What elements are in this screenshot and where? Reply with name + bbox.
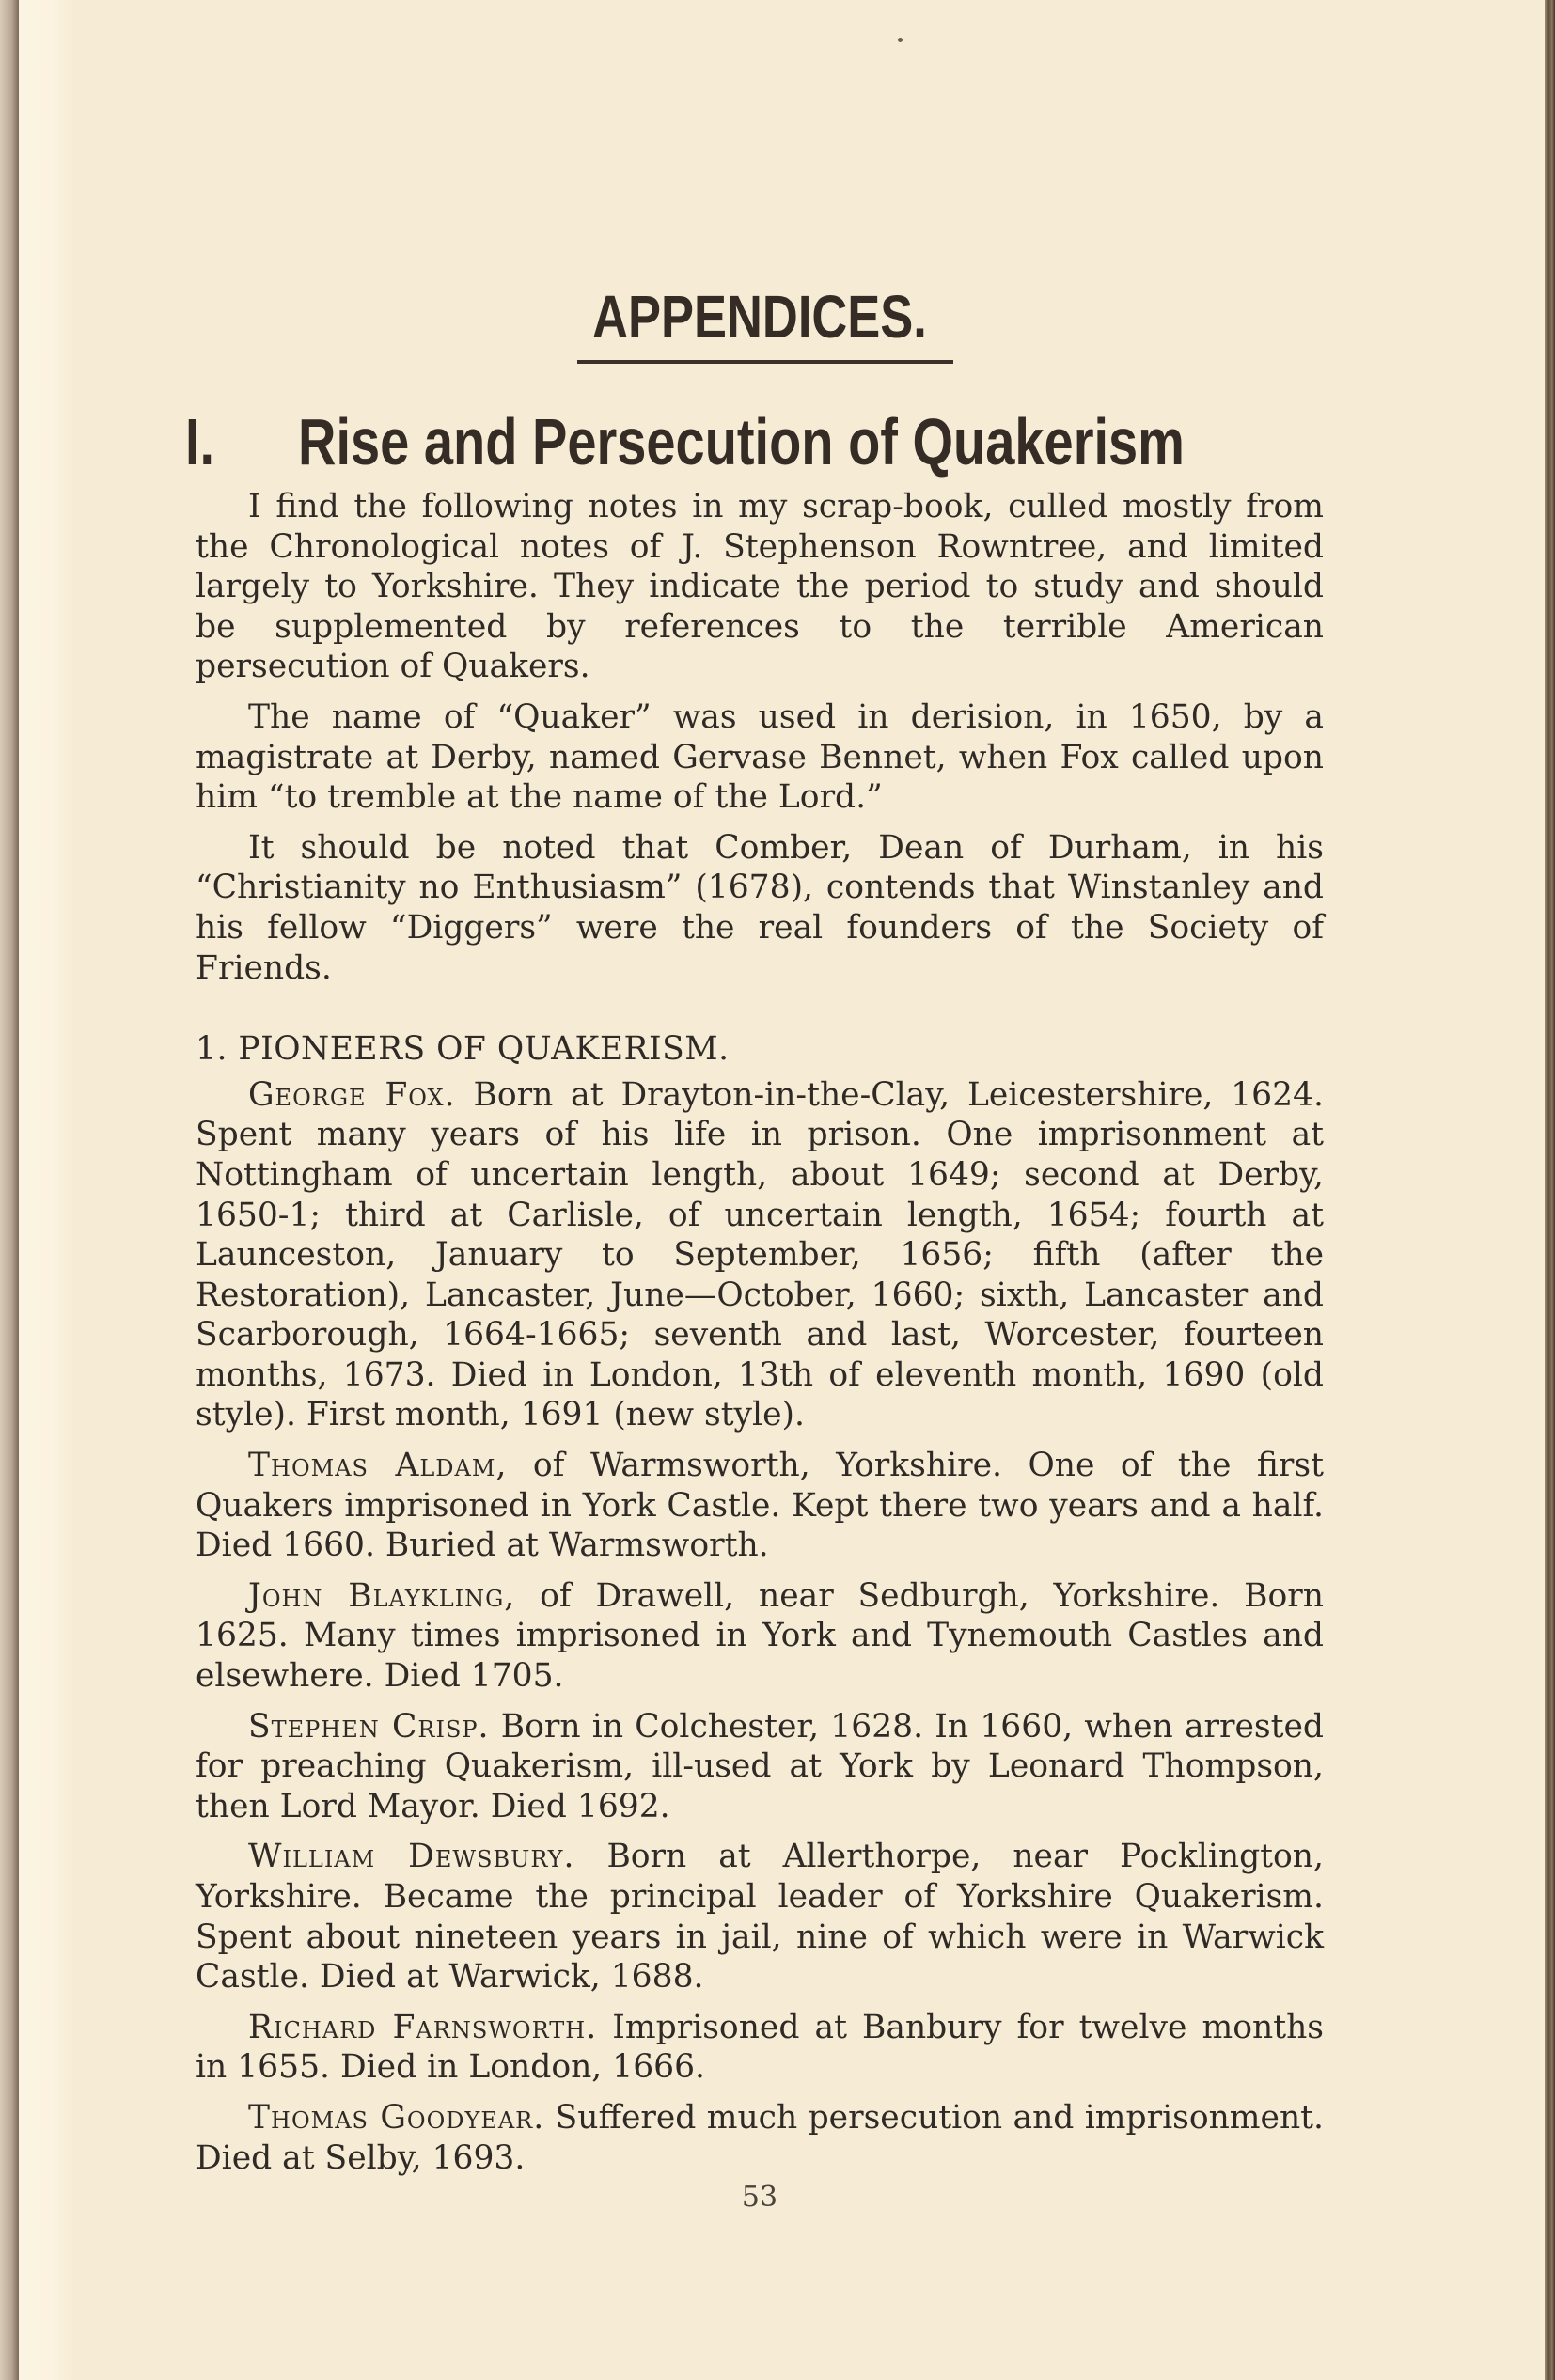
pioneer-name: Stephen Crisp. (248, 1707, 490, 1746)
title-underline (577, 360, 953, 364)
pioneer-name: John Blaykling, (248, 1576, 516, 1615)
pioneer-entry (196, 1446, 1324, 1566)
pioneer-entry (196, 2008, 1324, 2088)
intro-paragraph: The name of “Quaker” was used in derision, in 1650, by a magistrate at Derby, named Gervase Bennet, when Fox called upon him “to tremble at the name of the Lord.” (196, 697, 1324, 817)
body-text (196, 487, 1324, 2188)
page-number: 53 (741, 2181, 778, 2214)
pioneer-text: Born in Colchester, 1628. In 1660, when arrested for preaching Quakerism, ill-used at York by Leonard Thompson, then Lord Mayor. Died 1692. (196, 1707, 1324, 1825)
page-gutter-edge (0, 0, 19, 2380)
pioneer-entry (196, 2098, 1324, 2178)
main-title: APPENDICES. (592, 283, 927, 351)
pioneer-name: William Dewsbury. (248, 1838, 575, 1876)
pioneer-text: Born at Drayton-in-the-Clay, Leicestershire, 1624. Spent many years of his life in prison. One imprisonment at Nottingham of uncertain length, about 1649; second at Derby, 1650-1; third at Carlisle, of uncertain length, 1654; fourth at Launceston, January to September, 1656; fifth (after the Restoration), Lancaster, June—October, 1660; sixth, Lancaster and Scarborough, 1664-1665; seventh and last, Worcester, fourteen months, 1673. Died in London, 13th of eleventh month, 1690 (old style). First month, 1691 (new style). (196, 1075, 1324, 1434)
section-heading (185, 404, 1185, 479)
pioneer-entry (196, 1837, 1324, 1996)
pioneer-text: Suffered much persecution and imprisonment. Died at Selby, 1693. (196, 2098, 1324, 2177)
pioneer-text: Born at Allerthorpe, near Pocklington, Yorkshire. Became the principal leader of Yorkshire Quakerism. Spent about nineteen years in jail, nine of which were in Warwick Castle. Died at Warwick, 1688. (196, 1838, 1324, 1996)
pioneer-entry (196, 1707, 1324, 1827)
pioneer-entry (196, 1576, 1324, 1697)
pioneer-name: George Fox. (248, 1075, 456, 1114)
pioneer-text: of Warmsworth, Yorkshire. One of the first Quakers imprisoned in York Castle. Kept there two years and a half. Died 1660. Buried at Warmsworth. (196, 1447, 1324, 1565)
pioneer-name: Thomas Aldam, (248, 1447, 508, 1485)
intro-paragraph: I find the following notes in my scrap-book, culled mostly from the Chronological notes of J. Stephenson Rowntree, and limited largely to Yorkshire. They indicate the period to study and should be supplemented by references to the terrible American persecution of Quakers. (196, 488, 1324, 686)
intro-paragraph: It should be noted that Comber, Dean of Durham, in his “Christianity no Enthusiasm” (1678), contends that Winstanley and his fellow “Diggers” were the real founders of the Society of Friends. (196, 828, 1324, 987)
book-page (185, 0, 1324, 2380)
pioneer-name: Richard Farnsworth. (248, 2008, 598, 2046)
pioneer-text: of Drawell, near Sedburgh, Yorkshire. Born 1625. Many times imprisoned in York and Tynemouth Castles and elsewhere. Died 1705. (196, 1576, 1324, 1696)
section-number: I. (185, 405, 215, 478)
section-title: Rise and Persecution of Quakerism (298, 405, 1185, 478)
subsection-heading: 1. PIONEERS OF QUAKERISM. (196, 1030, 730, 1069)
page-gutter-shadow (19, 0, 75, 2380)
pioneer-entry (196, 1075, 1324, 1435)
pioneer-name: Thomas Goodyear. (248, 2098, 545, 2137)
page-fore-edge (1545, 0, 1555, 2380)
pioneer-text: Imprisoned at Banbury for twelve months in 1655. Died in London, 1666. (196, 2008, 1324, 2087)
